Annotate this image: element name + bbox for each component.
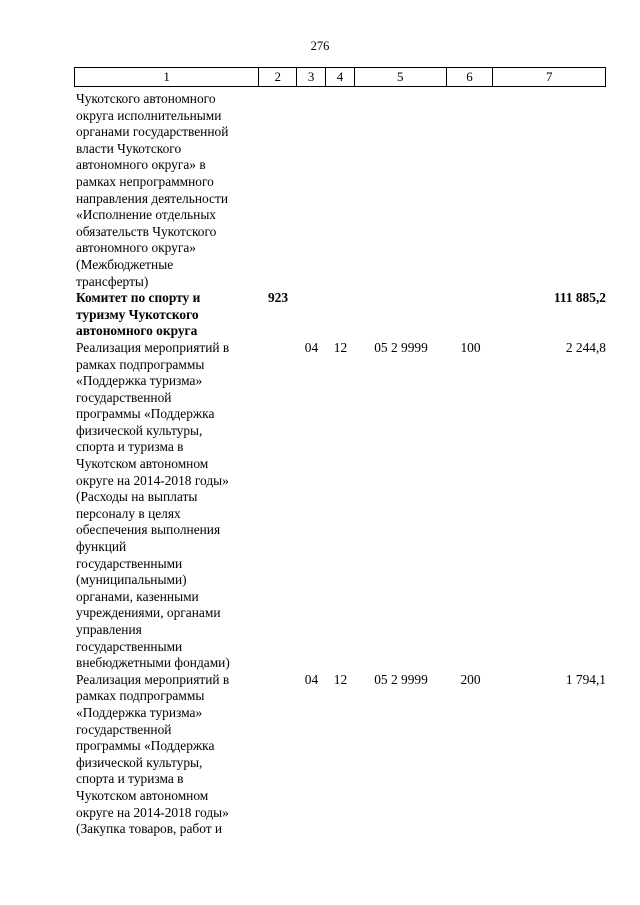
page-number: 276 [310,39,330,53]
column-header-1: 1 [75,68,259,86]
description-line: государственной [76,389,172,405]
description-line: округа исполнительными [76,107,222,123]
description-line: Комитет по спорту и [76,290,201,306]
description-line: (Расходы на выплаты [76,489,198,505]
description-line: физической культуры, [76,754,203,770]
row-cell-c3: 04 [304,671,319,687]
table-row [74,91,606,290]
description-line: программы «Поддержка [76,738,215,754]
description-line: программы «Поддержка [76,406,215,422]
table-row [74,290,606,340]
row-cell-c4: 12 [333,339,348,355]
column-header-4: 4 [326,68,355,86]
row-description [74,290,259,340]
description-line: «Поддержка туризма» [76,373,203,389]
table-row [74,340,606,672]
column-header-7: 7 [545,69,553,84]
row-cell-c6: 200 [460,671,481,687]
description-line: (муниципальными) [76,572,187,588]
column-header-6: 6 [447,68,494,86]
description-line: округе на 2014-2018 годы» [76,804,229,820]
description-line: органами, казенными [76,588,199,604]
row-cell-c2: 923 [267,290,289,306]
row-cell-c7: 2 244,8 [565,339,606,355]
description-line: (Закупка товаров, работ и [76,821,223,837]
description-line: спорта и туризма в [76,771,184,787]
row-description [74,91,259,290]
description-line: Чукотском автономном [76,456,209,472]
column-header-5: 5 [355,68,447,86]
description-line: государственными [76,555,183,571]
row-description [74,340,259,672]
description-line: обязательств Чукотского [76,223,217,239]
description-line: «Исполнение отдельных [76,207,217,223]
description-line: Чукотском автономном [76,787,209,803]
column-header-3: 3 [297,68,326,86]
row-cell-c7: 1 794,1 [565,671,606,687]
description-line: (Межбюджетные [76,256,174,272]
description-line: персоналу в целях [76,505,181,521]
description-line: рамках подпрограммы [76,688,205,704]
description-line: туризму Чукотского [76,306,199,322]
description-line: физической культуры, [76,422,203,438]
description-line: органами государственной [76,124,229,140]
description-line: власти Чукотского [76,140,182,156]
row-cell-c5: 05 2 9999 [374,339,428,355]
description-line: спорта и туризма в [76,439,184,455]
description-line: функций [76,539,127,555]
row-description [74,672,259,838]
description-line: автономного округа» в [76,157,206,173]
table-header-row [74,67,606,87]
row-cell-c4: 12 [333,671,348,687]
description-line: Чукотского автономного [76,91,216,106]
description-line: рамках непрограммного [76,173,214,189]
description-line: управления [76,622,142,637]
description-line: трансферты) [76,273,149,289]
description-line: рамках подпрограммы [76,356,205,372]
row-cell-c6: 100 [460,339,481,355]
description-line: внебюджетными фондами) [76,655,230,671]
description-line: Реализация мероприятий в [76,671,230,687]
description-line: автономного округа [76,323,198,339]
table-row [74,672,606,838]
row-cell-c7: 111 885,2 [553,290,606,306]
description-line: Реализация мероприятий в [76,339,230,355]
description-line: государственной [76,721,172,737]
row-cell-c3: 04 [304,339,319,355]
description-line: учреждениями, органами [76,605,221,621]
row-cell-c5: 05 2 9999 [374,671,428,687]
description-line: государственными [76,638,183,654]
description-line: автономного округа» [76,240,196,256]
description-line: округе на 2014-2018 годы» [76,472,229,488]
column-header-2: 2 [259,68,297,86]
description-line: «Поддержка туризма» [76,704,203,720]
table-body [74,91,606,838]
description-line: обеспечения выполнения [76,522,221,538]
description-line: направления деятельности [76,190,229,206]
